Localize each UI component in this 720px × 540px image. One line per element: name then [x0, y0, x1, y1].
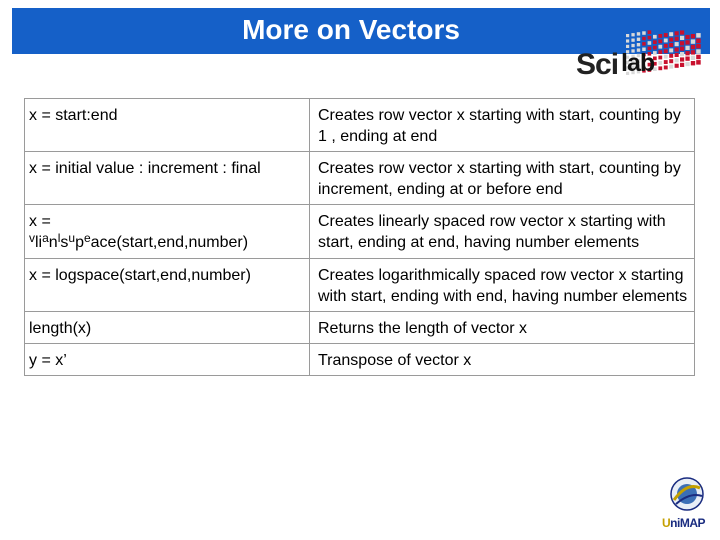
linspace-glyph: u	[68, 231, 76, 245]
table-row	[25, 152, 695, 205]
logo-dot	[658, 39, 662, 43]
scilab-wordmark-sci: Sci	[576, 48, 619, 81]
logo-dot	[696, 55, 701, 60]
unimap-wordmark-u: U	[662, 516, 671, 530]
logo-dot	[680, 52, 684, 56]
logo-dot	[664, 66, 668, 70]
table-row	[25, 259, 695, 312]
logo-dot	[685, 51, 689, 55]
logo-dot	[675, 42, 679, 46]
logo-dot	[691, 50, 695, 54]
scilab-logo	[574, 20, 704, 82]
logo-dot	[685, 62, 689, 66]
logo-dot	[658, 66, 662, 70]
logo-dot	[696, 60, 701, 65]
logo-dot	[669, 38, 673, 42]
logo-dot	[637, 32, 640, 35]
logo-dot	[648, 41, 652, 45]
logo-dot	[669, 59, 673, 63]
description-cell: Creates logarithmically spaced row vector x starting with start, ending with end, having number elements	[310, 259, 695, 312]
logo-dot	[664, 49, 668, 53]
logo-dot	[669, 65, 673, 69]
logo-dot	[680, 63, 684, 67]
logo-dot	[685, 35, 689, 39]
linspace-glyph: a	[42, 231, 49, 245]
logo-dot	[691, 61, 695, 65]
logo-dot	[691, 34, 695, 38]
linspace-glyph: n	[48, 234, 58, 251]
logo-dot	[637, 38, 640, 41]
logo-dot	[653, 40, 657, 44]
logo-dot	[675, 64, 679, 68]
linspace-glyph: ace(start,end,number)	[90, 234, 249, 251]
logo-dot	[664, 33, 668, 37]
linspace-glyph: v	[29, 231, 35, 245]
logo-dot	[669, 48, 673, 52]
logo-dot	[664, 44, 668, 48]
logo-dot	[675, 31, 679, 35]
logo-dot	[642, 31, 646, 35]
unimap-wordmark-map: MAP	[679, 516, 706, 530]
logo-dot	[696, 44, 701, 49]
table-row	[25, 99, 695, 152]
logo-dot	[664, 60, 668, 64]
linspace-glyph: e	[83, 231, 91, 245]
logo-dot	[658, 61, 662, 65]
command-cell	[25, 205, 310, 259]
logo-dot	[642, 42, 646, 46]
logo-dot	[680, 57, 684, 61]
logo-dot	[664, 39, 668, 43]
logo-dot	[669, 43, 673, 47]
logo-dot	[685, 46, 689, 50]
linspace-glyph: li	[35, 234, 43, 251]
description-cell: Creates row vector x starting with start, counting by increment, ending at or before end	[310, 152, 695, 205]
logo-dot	[696, 39, 701, 44]
command-cell: y = x’	[25, 344, 310, 376]
logo-dot	[664, 55, 668, 59]
logo-dot	[669, 54, 673, 58]
description-cell: Creates row vector x starting with start, counting by 1 , ending at end	[310, 99, 695, 152]
logo-dot	[675, 58, 679, 62]
logo-dot	[675, 48, 679, 52]
logo-dot	[631, 44, 634, 47]
scilab-wordmark-lab: lab	[621, 49, 655, 77]
logo-dot	[680, 36, 684, 40]
logo-dot	[675, 37, 679, 41]
description-cell: Transpose of vector x	[310, 344, 695, 376]
command-cell: length(x)	[25, 312, 310, 344]
logo-dot	[626, 39, 629, 42]
unimap-emblem-icon	[660, 474, 710, 516]
logo-dot	[696, 49, 701, 54]
description-cell: Creates linearly spaced row vector x starting with start, ending at end, having number elements	[310, 205, 695, 259]
logo-dot	[631, 33, 634, 36]
linspace-glyph: s	[60, 234, 69, 251]
logo-dot	[658, 45, 662, 49]
command-cell: x = initial value : increment : final	[25, 152, 310, 205]
command-cell: x = start:end	[25, 99, 310, 152]
table-row	[25, 205, 695, 259]
logo-dot	[696, 33, 701, 38]
table-row	[25, 344, 695, 376]
logo-dot	[658, 56, 662, 60]
logo-dot	[669, 32, 673, 36]
logo-dot	[626, 34, 629, 37]
command-cell: x = logspace(start,end,number)	[25, 259, 310, 312]
logo-dot	[648, 30, 652, 34]
logo-dot	[648, 36, 652, 40]
logo-dot	[642, 37, 646, 41]
logo-dot	[675, 53, 679, 57]
table-row	[25, 312, 695, 344]
logo-dot	[685, 40, 689, 44]
logo-dot	[691, 56, 695, 60]
logo-dot	[631, 39, 634, 42]
logo-dot	[680, 41, 684, 45]
description-cell: Returns the length of vector x	[310, 312, 695, 344]
vector-commands-table	[24, 98, 695, 376]
scilab-wordmark	[576, 48, 654, 82]
logo-dot	[637, 43, 640, 46]
logo-dot	[685, 57, 689, 61]
logo-dot	[691, 45, 695, 49]
linspace-x: x =	[29, 213, 51, 230]
slide-title: More on Vectors	[242, 14, 460, 45]
linspace-glyph: l	[57, 231, 61, 245]
logo-dot	[653, 35, 657, 39]
logo-dot	[680, 47, 684, 51]
logo-dot	[680, 30, 684, 34]
logo-dot	[658, 50, 662, 54]
unimap-logo	[660, 474, 710, 534]
logo-dot	[658, 34, 662, 38]
logo-dot	[691, 39, 695, 43]
unimap-wordmark: UniMAP	[662, 516, 706, 530]
linspace-glyph: p	[75, 234, 84, 251]
